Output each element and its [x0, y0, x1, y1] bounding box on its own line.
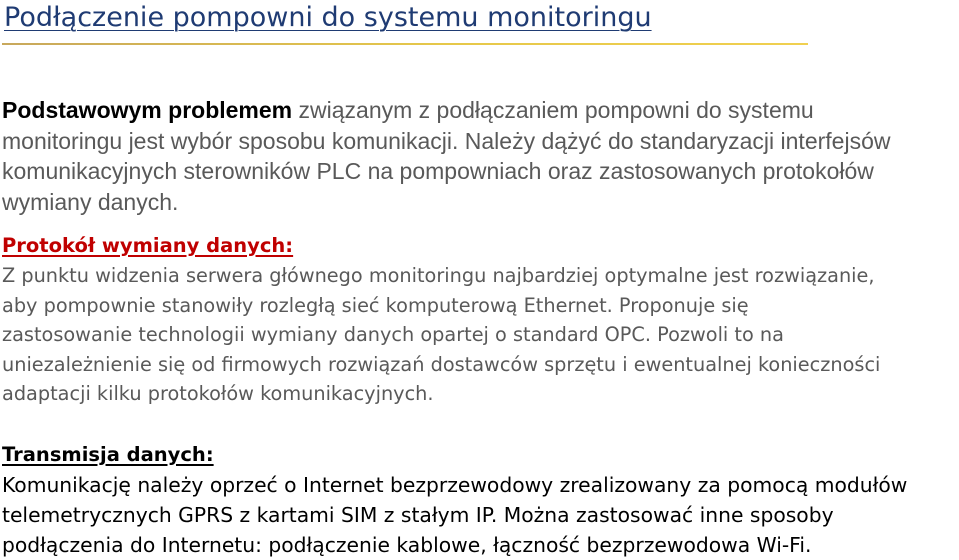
intro-rest: związanym z podłączaniem pompowni do systemu monitoringu jest wybór sposobu komunikacji. Należy dążyć do standaryzacji interfejsów komunikacyjnych sterowników PLC na pompowniach oraz zastosowanych protokołów wymiany danych.: [2, 97, 891, 215]
transmission-line: Komunikację należy oprzeć o Internet bezprzewodowy zrealizowany za pomocą modułów: [2, 473, 908, 497]
slide-title: Podłączenie pompowni do systemu monitoringu: [4, 2, 652, 33]
intro-paragraph: [2, 95, 902, 217]
protocol-line: aby pompownie stanowiły rozległą sieć komputerową Ethernet. Proponuje się: [2, 293, 749, 317]
intro-lead: Podstawowym problemem: [2, 97, 293, 123]
protocol-line: adaptacji kilku protokołów komunikacyjnych.: [2, 382, 434, 405]
transmission-section: [2, 440, 957, 560]
protocol-line: Z punktu widzenia serwera głównego monitoringu najbardziej optymalne jest rozwiązanie,: [2, 264, 875, 287]
transmission-heading: Transmisja danych:: [2, 443, 214, 466]
transmission-line: podłączenia do Internetu: podłączenie kablowe, łączność bezprzewodowa Wi-Fi.: [2, 533, 812, 557]
protocol-line: uniezależnienie się od firmowych rozwiązań dostawców sprzętu i ewentualnej konieczności: [2, 352, 881, 376]
title-underline-rule: [2, 43, 808, 45]
transmission-paragraph: [2, 470, 957, 560]
protocol-paragraph: [2, 261, 957, 409]
protocol-section: [2, 231, 957, 409]
protocol-heading: Protokół wymiany danych:: [2, 234, 294, 257]
transmission-line: telemetrycznych GPRS z kartami SIM z stałym IP. Można zastosować inne sposoby: [2, 503, 834, 527]
protocol-line: zastosowanie technologii wymiany danych opartej o standard OPC. Pozwoli to na: [2, 323, 784, 346]
